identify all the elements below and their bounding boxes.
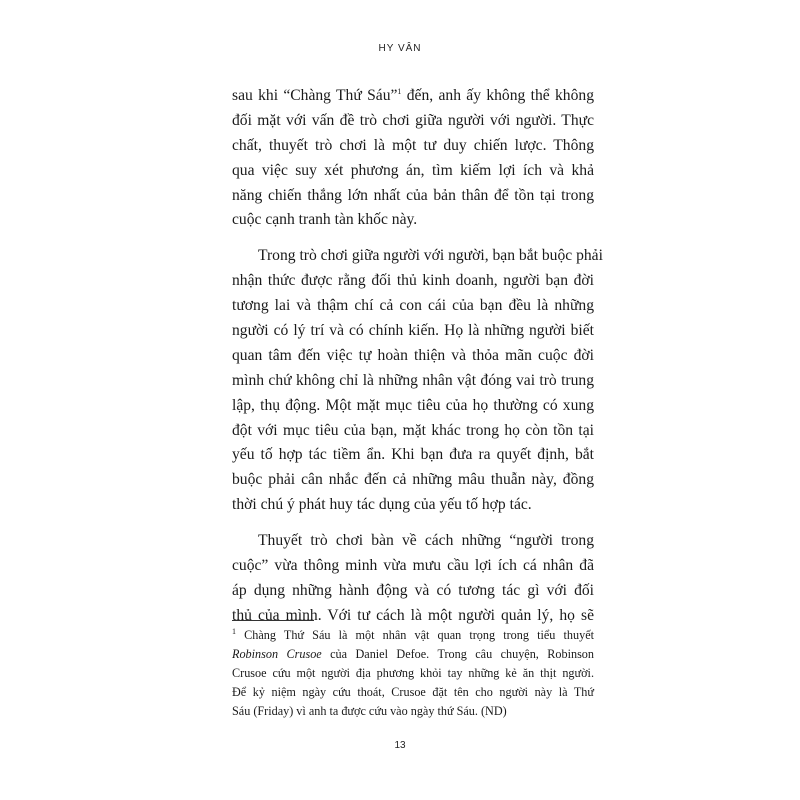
text-line: mình chứ không chỉ là những nhân vật đóng vai trò trung: [232, 371, 594, 389]
text-line: quan tâm đến việc tự hoàn thiện và thỏa mãn cuộc đời: [232, 346, 594, 364]
text-line: thời chú ý phát huy tác dụng của yếu tố hợp tác.: [232, 496, 532, 514]
book-title: Robinson Crusoe: [232, 647, 322, 661]
text-line: đối mặt với vấn đề trò chơi giữa người với người. Thực: [232, 111, 594, 129]
text-line: Thuyết trò chơi bàn về cách những “người trong: [258, 532, 594, 550]
page-number: 13: [394, 740, 406, 751]
text-line: nhận thức được rằng đối thủ kinh doanh, người bạn đời: [232, 272, 594, 290]
paragraph-1: [232, 84, 594, 233]
text-line: sau khi “Chàng Thứ Sáu”$^1$ đến, anh ấy không thể không: [232, 86, 594, 104]
paragraph-2: [232, 244, 603, 518]
footnote-number: 1: [232, 626, 236, 636]
footnote-line: Robinson Crusoe của Daniel Defoe. Trong câu chuyện, Robinson: [232, 647, 594, 661]
footnote-line: Crusoe cứu một người địa phương khỏi tay những kẻ ăn thịt người.: [232, 666, 594, 680]
text-line: buộc phải cân nhắc đến cả những mâu thuẫn này, đồng: [232, 471, 594, 489]
body-text: [232, 84, 603, 629]
footnote-reference: 1: [397, 86, 402, 96]
text-line: chất, thuyết trò chơi là một tư duy chiến lược. Thông: [232, 136, 594, 154]
text-line: yếu tố hợp tác tiềm ẩn. Khi bạn đưa ra quyết định, bắt: [232, 446, 594, 464]
footnote-divider: [232, 620, 314, 621]
footnote-line: Để kỷ niệm ngày cứu thoát, Crusoe đặt tên cho người này là Thứ: [232, 685, 594, 699]
footnote-line: $^1$ Chàng Thứ Sáu là một nhân vật quan trọng trong tiểu thuyết: [232, 626, 594, 642]
text-line: đột với mục tiêu của bạn, mặt khác trong họ còn tồn tại: [232, 421, 594, 439]
text-line: cuộc cạnh tranh tàn khốc này.: [232, 211, 418, 229]
paragraph-3: [232, 529, 594, 629]
text-line: tương lai và thậm chí cả con cái của bạn đều là những: [232, 297, 594, 315]
text-line: thủ của mình. Với tư cách là một người quản lý, họ sẽ: [232, 606, 594, 624]
text-line: qua việc suy xét phương án, tìm kiếm lợi ích và khả: [232, 161, 594, 179]
text-line: người có lý trí và có chính kiến. Họ là những người biết: [232, 322, 594, 340]
text-line: năng chiến thắng lớn nhất của bản thân để tồn tại trong: [232, 186, 594, 204]
text-line: Trong trò chơi giữa người với người, bạn bắt buộc phải: [258, 247, 603, 265]
footnote: [232, 626, 594, 721]
running-header: HY VÂN: [378, 43, 422, 54]
text-line: cuộc” vừa thông minh vừa mưu cầu lợi ích cá nhân đã: [232, 557, 594, 575]
text-line: áp dụng những hành động và có tương tác gì với đối: [232, 581, 594, 599]
text-line: lập, thụ động. Một mặt mục tiêu của họ thường có xung: [232, 396, 594, 414]
footnote-line: Sáu (Friday) vì anh ta được cứu vào ngày thứ Sáu. (ND): [232, 704, 507, 718]
